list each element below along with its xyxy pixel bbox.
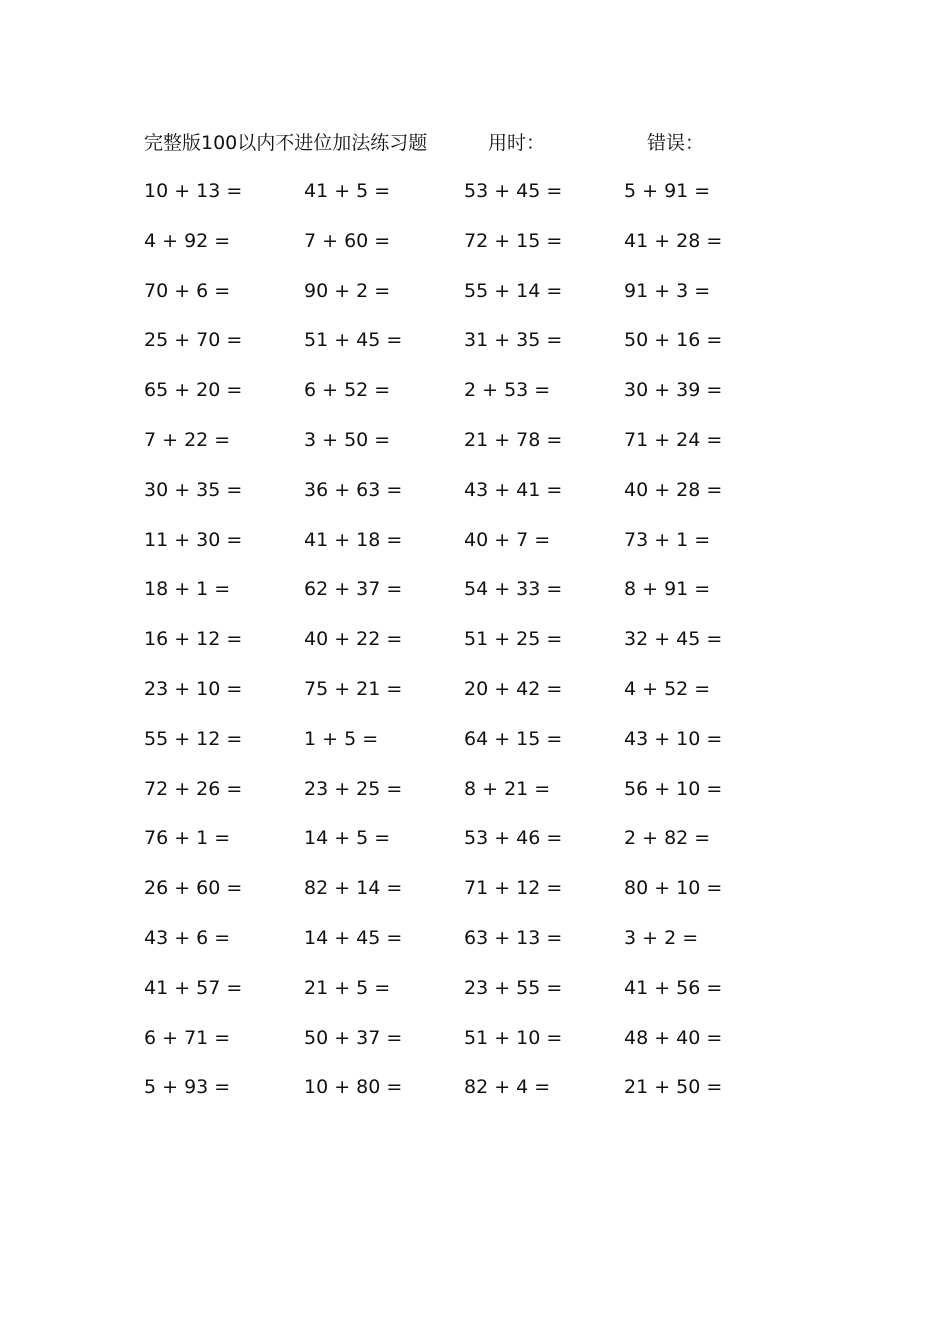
problem-item: 3 + 2 = bbox=[624, 927, 699, 949]
problem-item: 48 + 40 = bbox=[624, 1026, 723, 1049]
problem-item: 21 + 5 = bbox=[304, 976, 391, 999]
problem-item: 3 + 50 = bbox=[304, 429, 391, 451]
problem-item: 5 + 93 = bbox=[144, 1076, 231, 1099]
problem-item: 91 + 3 = bbox=[624, 279, 711, 302]
problem-item: 62 + 37 = bbox=[304, 578, 403, 601]
problem-item: 2 + 82 = bbox=[624, 827, 711, 850]
problem-item: 14 + 5 = bbox=[304, 827, 391, 850]
problem-item: 80 + 10 = bbox=[624, 877, 723, 900]
problem-item: 8 + 21 = bbox=[464, 777, 551, 800]
problem-item: 10 + 13 = bbox=[144, 180, 243, 202]
problem-item: 71 + 12 = bbox=[464, 877, 563, 900]
problem-item: 63 + 13 = bbox=[464, 927, 563, 949]
worksheet-title: 完整版100以内不进位加法练习题 bbox=[144, 132, 428, 154]
problem-item: 32 + 45 = bbox=[624, 628, 723, 651]
problem-item: 5 + 91 = bbox=[624, 180, 711, 202]
problem-item: 4 + 52 = bbox=[624, 678, 711, 700]
problem-item: 43 + 6 = bbox=[144, 927, 231, 949]
problem-item: 72 + 15 = bbox=[464, 229, 563, 252]
problem-item: 56 + 10 = bbox=[624, 777, 723, 800]
problem-item: 40 + 28 = bbox=[624, 478, 723, 501]
problem-item: 23 + 25 = bbox=[304, 777, 403, 800]
problem-item: 73 + 1 = bbox=[624, 528, 711, 551]
problem-item: 55 + 12 = bbox=[144, 727, 243, 750]
problem-item: 31 + 35 = bbox=[464, 329, 563, 352]
problem-item: 4 + 92 = bbox=[144, 229, 231, 252]
problem-item: 23 + 10 = bbox=[144, 678, 243, 700]
problem-item: 70 + 6 = bbox=[144, 279, 231, 302]
problem-item: 43 + 41 = bbox=[464, 478, 563, 501]
problem-item: 65 + 20 = bbox=[144, 379, 243, 402]
problem-item: 54 + 33 = bbox=[464, 578, 563, 601]
problem-item: 64 + 15 = bbox=[464, 727, 563, 750]
problem-item: 6 + 71 = bbox=[144, 1026, 231, 1049]
problem-item: 43 + 10 = bbox=[624, 727, 723, 750]
problem-item: 40 + 7 = bbox=[464, 528, 551, 551]
problem-item: 7 + 60 = bbox=[304, 229, 391, 252]
problem-item: 50 + 37 = bbox=[304, 1026, 403, 1049]
problem-item: 36 + 63 = bbox=[304, 478, 403, 501]
problem-item: 82 + 4 = bbox=[464, 1076, 551, 1099]
problem-item: 51 + 10 = bbox=[464, 1026, 563, 1049]
problem-item: 21 + 78 = bbox=[464, 429, 563, 451]
problem-item: 41 + 57 = bbox=[144, 976, 243, 999]
problem-item: 75 + 21 = bbox=[304, 678, 403, 700]
error-label: 错误： bbox=[647, 132, 705, 154]
problem-item: 82 + 14 = bbox=[304, 877, 403, 900]
problem-item: 18 + 1 = bbox=[144, 578, 231, 601]
problem-item: 7 + 22 = bbox=[144, 429, 231, 451]
problem-item: 21 + 50 = bbox=[624, 1076, 723, 1099]
problem-item: 2 + 53 = bbox=[464, 379, 551, 402]
problem-item: 16 + 12 = bbox=[144, 628, 243, 651]
problem-item: 14 + 45 = bbox=[304, 927, 403, 949]
problem-item: 6 + 52 = bbox=[304, 379, 391, 402]
problem-item: 41 + 56 = bbox=[624, 976, 723, 999]
problem-item: 71 + 24 = bbox=[624, 429, 723, 451]
problem-item: 51 + 45 = bbox=[304, 329, 403, 352]
problem-item: 41 + 5 = bbox=[304, 180, 391, 202]
problem-item: 8 + 91 = bbox=[624, 578, 711, 601]
problem-item: 25 + 70 = bbox=[144, 329, 243, 352]
problem-item: 51 + 25 = bbox=[464, 628, 563, 651]
time-label: 用时： bbox=[488, 132, 546, 154]
problem-item: 23 + 55 = bbox=[464, 976, 563, 999]
problem-item: 90 + 2 = bbox=[304, 279, 391, 302]
problem-item: 20 + 42 = bbox=[464, 678, 563, 700]
problem-item: 11 + 30 = bbox=[144, 528, 243, 551]
problem-item: 26 + 60 = bbox=[144, 877, 243, 900]
problem-item: 10 + 80 = bbox=[304, 1076, 403, 1099]
problem-item: 76 + 1 = bbox=[144, 827, 231, 850]
problem-item: 41 + 18 = bbox=[304, 528, 403, 551]
problem-item: 50 + 16 = bbox=[624, 329, 723, 352]
problem-item: 30 + 39 = bbox=[624, 379, 723, 402]
worksheet-header bbox=[0, 128, 950, 158]
problem-item: 30 + 35 = bbox=[144, 478, 243, 501]
problem-item: 41 + 28 = bbox=[624, 229, 723, 252]
problem-item: 72 + 26 = bbox=[144, 777, 243, 800]
problem-item: 53 + 46 = bbox=[464, 827, 563, 850]
problem-item: 40 + 22 = bbox=[304, 628, 403, 651]
problem-item: 1 + 5 = bbox=[304, 727, 379, 750]
problem-item: 55 + 14 = bbox=[464, 279, 563, 302]
problem-item: 53 + 45 = bbox=[464, 180, 563, 202]
